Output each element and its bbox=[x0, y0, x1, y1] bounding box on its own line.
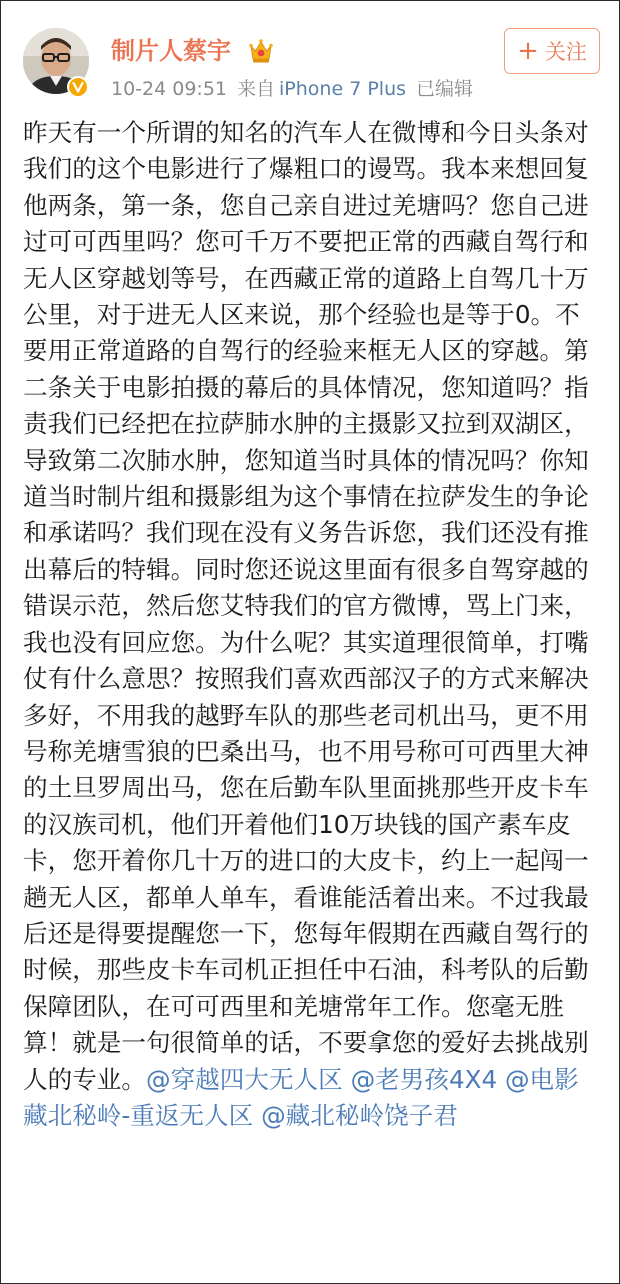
plus-icon: + bbox=[517, 36, 539, 66]
mention-link[interactable]: @穿越四大无人区 bbox=[145, 1064, 343, 1094]
follow-button-label: 关注 bbox=[544, 40, 587, 64]
author-name[interactable]: 制片人蔡宇 bbox=[111, 37, 231, 65]
post-header bbox=[1, 1, 619, 111]
mention-link[interactable]: @老男孩4X4 bbox=[350, 1064, 498, 1094]
follow-button[interactable] bbox=[504, 28, 600, 74]
source-prefix: 来自 bbox=[237, 78, 276, 100]
crown-member-icon[interactable] bbox=[248, 36, 274, 64]
post-meta bbox=[111, 77, 483, 101]
post-body bbox=[23, 115, 603, 1134]
post-body-text: 昨天有一个所谓的知名的汽车人在微博和今日头条对我们的这个电影进行了爆粗口的谩骂。我本来想回复他两条，第一条，您自己亲自进过羌塘吗？您自己进过可可西里吗？您可千万不要把正常的西藏自驾行和无人区穿越划等号，在西藏正常的道路上自驾几十万公里，对于进无人区来说，那个经验也是等于0。不要用正常道路的自驾行的经验来框无人区的穿越。第二条关于电影拍摄的幕后的具体情况，您知道吗？指责我们已经把在拉萨肺水肿的主摄影又拉到双湖区，导致第二次肺水肿，您知道当时具体的情况吗？你知道当时制片组和摄影组为这个事情在拉萨发生的争论和承诺吗？我们现在没有义务告诉您，我们还没有推出幕后的特辑。同时您还说这里面有很多自驾穿越的错误示范，然后您艾特我们的官方微博，骂上门来，我也没有回应您。为什么呢？其实道理很简单，打嘴仗有什么意思？按照我们喜欢西部汉子的方式来解决多好，不用我的越野车队的那些老司机出马，更不用号称羌塘雪狼的巴桑出马，也不用号称可可西里大神的土旦罗周出马，您在后勤车队里面挑那些开皮卡车的汉族司机，他们开着他们10万块钱的国产素车皮卡，您开着你几十万的进口的大皮卡，约上一起闯一趟无人区，都单人单车，看谁能活着出来。不过我最后还是得要提醒您一下，您每年假期在西藏自驾行的时候，那些皮卡车司机正担任中石油，科考队的后勤保障团队，在可可西里和羌塘常年工作。您毫无胜算！就是一句很简单的话，不要拿您的爱好去挑战别人的专业。 bbox=[23, 118, 589, 1094]
mention-link[interactable]: @藏北秘岭饶子君 bbox=[261, 1100, 458, 1130]
edited-label[interactable]: 已编辑 bbox=[416, 78, 474, 100]
post-timestamp: 10-24 09:51 bbox=[111, 78, 228, 100]
verified-v-icon bbox=[67, 76, 89, 98]
source-device[interactable]: iPhone 7 Plus bbox=[279, 78, 407, 100]
mention-link[interactable]: @电影藏北秘岭-重返无人区 bbox=[23, 1064, 579, 1130]
